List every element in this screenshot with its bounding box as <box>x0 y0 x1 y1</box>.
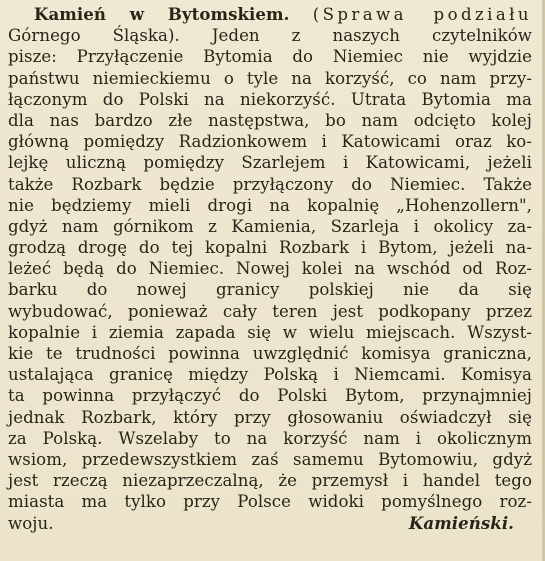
article-line: grodzą drogę do tej kopalni Rozbark i Bytom, jeżeli na- <box>8 238 532 258</box>
article-subject: (Sprawa podziału <box>312 5 532 24</box>
article-body <box>8 25 532 512</box>
article-line: ustalająca granicę między Polską i Niemcami. Komisya <box>8 365 532 385</box>
article-headline: Kamień w Bytomskiem. <box>34 4 290 24</box>
article-line: ta powinna przyłączyć do Polski Bytom, przynajmniej <box>8 386 532 406</box>
article-line: jest rzeczą niezaprzeczalną, że przemysł i handel tego <box>8 471 532 491</box>
article-line: miasta ma tylko przy Polsce widoki pomyślnego roz- <box>8 492 532 512</box>
article-line: leżeć będą do Niemiec. Nowej kolei na wschód od Roz- <box>8 259 532 279</box>
article-line: za Polską. Wszelaby to na korzyść nam i okolicznym <box>8 428 532 448</box>
article-signature: Kamieński. <box>408 512 514 533</box>
article-first-line <box>8 4 532 25</box>
article-line: dla nas bardzo złe następstwa, bo nam odcięto kolej <box>8 110 532 130</box>
article-line: wsiom, przedewszystkiem zaś samemu Bytomowiu, gdyż <box>8 449 532 469</box>
article-line: główną pomiędzy Radzionkowem i Katowicami oraz ko- <box>8 132 532 152</box>
article-line: nie będziemy mieli drogi na kopalnię „Hohenzollern", <box>8 195 532 215</box>
article-line: kopalnie i ziemia zapada się w wielu miejscach. Wszyst- <box>8 322 532 342</box>
article-line: łączonym do Polski na niekorzyść. Utrata Bytomia ma <box>8 89 532 109</box>
article-line: gdyż nam górnikom z Kamienia, Szarleja i okolicy za- <box>8 216 532 236</box>
article <box>8 4 532 534</box>
article-line: pisze: Przyłączenie Bytomia do Niemiec nie wyjdzie <box>8 47 532 67</box>
article-final-line <box>8 513 532 534</box>
article-line: barku do nowej granicy polskiej nie da się <box>8 280 532 300</box>
article-final-text: woju. <box>8 513 54 533</box>
article-line: lejkę uliczną pomiędzy Szarlejem i Katowicami, jeżeli <box>8 153 532 173</box>
article-line: kie te trudności powinna uwzględnić komisya graniczna, <box>8 344 532 363</box>
article-line: wybudować, ponieważ cały teren jest podkopany przez <box>8 301 532 321</box>
article-line: jednak Rozbark, który przy głosowaniu oświadczył się <box>8 407 532 427</box>
article-line: państwu niemieckiemu o tyle na korzyść, co nam przy- <box>8 68 532 88</box>
article-line: Górnego Śląska). Jeden z naszych czytelników <box>8 26 532 46</box>
article-line: także Rozbark będzie przyłączony do Niemiec. Także <box>8 174 532 194</box>
